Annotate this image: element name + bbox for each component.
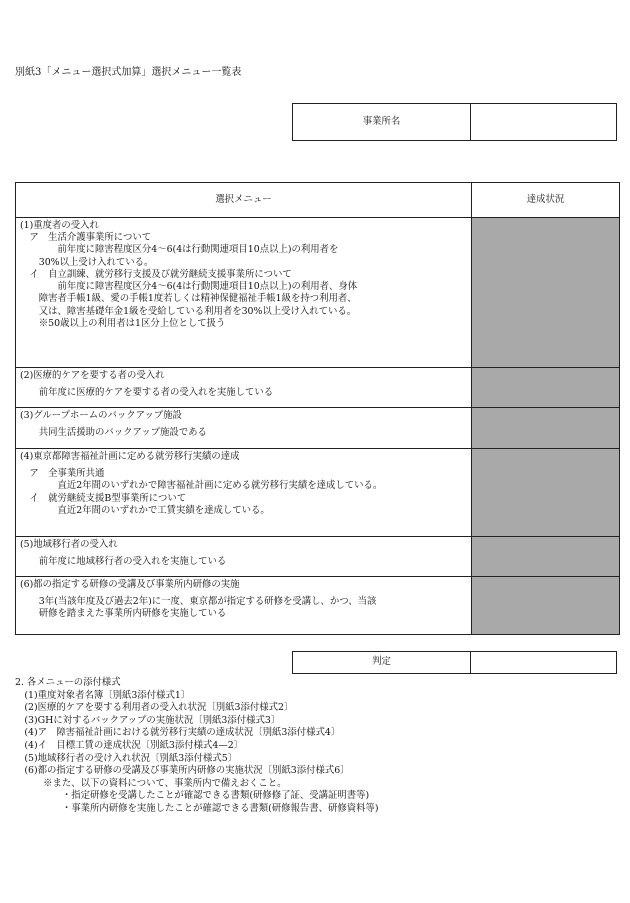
menu-cell-2 bbox=[16, 368, 472, 408]
menu-4-line: 直近2年間のいずれかで工賃実績を達成している。 bbox=[20, 504, 270, 516]
menu-5-line: 前年度に地域移行者の受入れを実施している bbox=[20, 556, 227, 568]
menu-3-line: 共同生活援助のバックアップ施設である bbox=[20, 427, 207, 439]
menu-row-6 bbox=[16, 577, 620, 635]
menu-6-heading: (6)都の指定する研修の受講及び事業所内研修の実施 bbox=[20, 579, 240, 590]
menu-2-heading: (2)医療的ケアを要する者の受入れ bbox=[20, 370, 165, 381]
attachment-item: (4)ア 障害福祉計画における就労移行実績の達成状況〔別紙3添付様式4〕 bbox=[15, 727, 341, 739]
menu-row-1 bbox=[16, 218, 620, 368]
menu-1-line: 又は、障害基礎年金1級を受給している利用者を30%以上受け入れている。 bbox=[20, 305, 357, 317]
attachment-item: (1)重度対象者名簿〔別紙3添付様式1〕 bbox=[15, 689, 191, 701]
menu-1-line: 前年度に障害程度区分4～6(4は行動関連項目10点以上)の利用者、身体 bbox=[20, 281, 358, 293]
menu-3-heading: (3)グループホームのバックアップ施設 bbox=[20, 410, 182, 421]
attachment-item: (4)イ 目標工賃の達成状況〔別紙3添付様式4—2〕 bbox=[15, 739, 244, 751]
judgment-table bbox=[292, 651, 617, 674]
menu-cell-6 bbox=[16, 577, 472, 635]
menu-cell-4 bbox=[16, 449, 472, 537]
attachment-note: ※また、以下の資料について、事業所内で備えおくこと。 bbox=[15, 777, 287, 789]
office-name-table bbox=[292, 103, 617, 141]
attachment-item: (5)地域移行者の受け入れ状況〔別紙3添付様式5〕 bbox=[15, 752, 238, 764]
attachments-section bbox=[15, 677, 379, 816]
status-cell-5[interactable] bbox=[472, 537, 620, 577]
menu-2-line: 前年度に医療的ケアを要する者の受入れを実施している bbox=[20, 387, 274, 399]
menu-1-line: 前年度に障害程度区分4～6(4は行動関連項目10点以上)の利用者を bbox=[20, 244, 339, 256]
menu-5-heading: (5)地域移行者の受入れ bbox=[20, 539, 118, 550]
menu-4-line: イ 就労継続支援B型事業所について bbox=[20, 492, 187, 504]
attachment-item: (6)都の指定する研修の受講及び事業所内研修の実施状況〔別紙3添付様式6〕 bbox=[15, 765, 350, 777]
menu-4-line: ア 全事業所共通 bbox=[20, 468, 105, 480]
menu-row-4 bbox=[16, 449, 620, 537]
menu-1-line: 30%以上受け入れている。 bbox=[20, 256, 154, 268]
menu-6-line: 研修を踏まえた事業所内研修を実施している bbox=[20, 608, 227, 620]
status-cell-2[interactable] bbox=[472, 368, 620, 408]
menu-1-heading: (1)重度者の受入れ bbox=[20, 220, 99, 231]
menu-row-2 bbox=[16, 368, 620, 408]
menu-table-header bbox=[16, 183, 620, 218]
attachment-note-bullet: ・事業所内研修を実施したことが確認できる書類(研修報告書、研修資料等) bbox=[15, 802, 379, 814]
attachment-item: (3)GHに対するバックアップの実施状況〔別紙3添付様式3〕 bbox=[15, 714, 281, 726]
menu-1-line: ア 生活介護事業所について bbox=[20, 232, 152, 244]
attachment-item: (2)医療的ケアを要する利用者の受入れ状況〔別紙3添付様式2〕 bbox=[15, 702, 294, 714]
menu-4-line: 直近2年間のいずれかで障害福祉計画に定める就労移行実績を達成している。 bbox=[20, 480, 383, 492]
judgment-label: 判定 bbox=[293, 652, 471, 674]
menu-cell-3 bbox=[16, 408, 472, 449]
selection-menu-table bbox=[15, 182, 620, 635]
menu-6-line: 3年(当該年度及び過去2年)に一度、東京都が指定する研修を受講し、かつ、当該 bbox=[20, 596, 377, 608]
office-name-label: 事業所名 bbox=[293, 104, 471, 141]
judgment-field[interactable] bbox=[471, 652, 617, 674]
document-title: 別紙3「メニュー選択式加算」選択メニュー一覧表 bbox=[15, 67, 242, 78]
status-cell-6[interactable] bbox=[472, 577, 620, 635]
status-column-header: 達成状況 bbox=[472, 183, 620, 218]
office-name-field[interactable] bbox=[471, 104, 617, 141]
attachment-note-bullet: ・指定研修を受講したことが確認できる書類(研修修了証、受講証明書等) bbox=[15, 790, 370, 802]
menu-column-header: 選択メニュー bbox=[16, 183, 472, 218]
menu-row-5 bbox=[16, 537, 620, 577]
menu-4-heading: (4)東京都障害福祉計画に定める就労移行実績の達成 bbox=[20, 451, 240, 462]
status-cell-3[interactable] bbox=[472, 408, 620, 449]
menu-cell-5 bbox=[16, 537, 472, 577]
attachments-heading: 2. 各メニューの添付様式 bbox=[15, 677, 121, 688]
status-cell-4[interactable] bbox=[472, 449, 620, 537]
menu-cell-1 bbox=[16, 218, 472, 368]
status-cell-1[interactable] bbox=[472, 218, 620, 368]
menu-1-line: イ 自立訓練、就労移行支援及び就労継続支援事業所について bbox=[20, 268, 292, 280]
menu-1-line: ※50歳以上の利用者は1区分上位として扱う bbox=[20, 317, 226, 329]
menu-1-line: 障害者手帳1級、愛の手帳1度若しくは精神保健福祉手帳1級を持つ利用者、 bbox=[20, 293, 357, 305]
menu-row-3 bbox=[16, 408, 620, 449]
